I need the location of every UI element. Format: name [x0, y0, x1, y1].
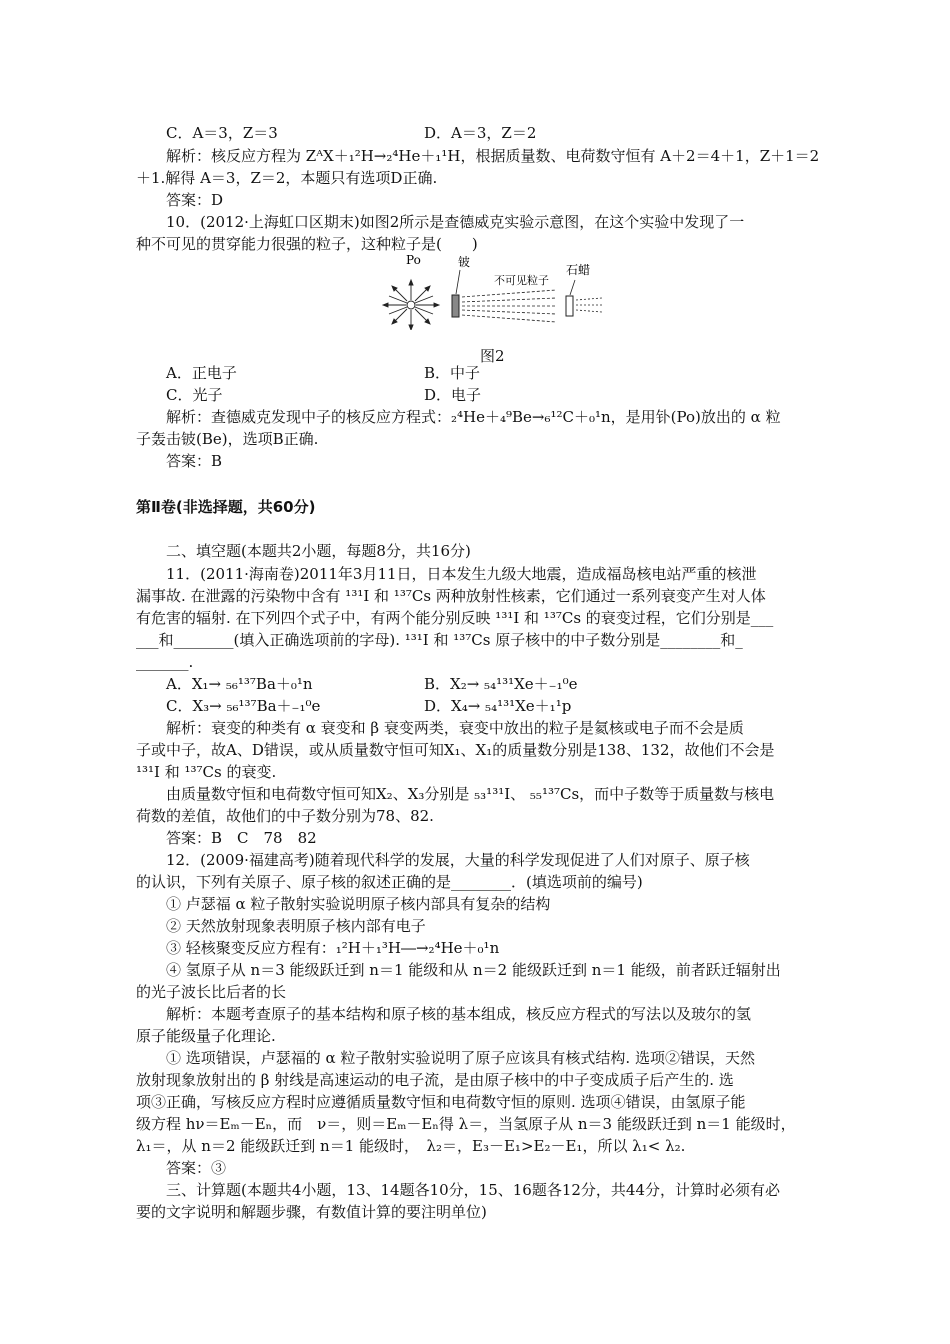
q11-option-a: A．X₁→ ₅₆¹³⁷Ba＋₀¹n — [166, 675, 313, 693]
section3-title-line-1: 三、计算题(本题共4小题，13、14题各10分，15、16题各12分，共44分，计算时必须有必 — [166, 1181, 781, 1199]
chadwick-experiment-figure — [376, 250, 606, 330]
q12-analysis-line-5: 项③正确，写核反应方程时应遵循质量数守恒和电荷数守恒的原则. 选项④错误，由氢原子能 — [136, 1093, 746, 1111]
q11-stem-line-2: 漏事故. 在泄露的污染物中含有 ¹³¹I 和 ¹³⁷Cs 两种放射性核素，它们通过一系列衰变产生对人体 — [136, 587, 766, 605]
q10-analysis-line-2: 子轰击铍(Be)，选项B正确. — [136, 430, 319, 448]
q12-analysis-line-6: 级方程 hν＝Eₘ－Eₙ，而 ν＝，则＝Eₘ－Eₙ得 λ＝，当氢原子从 n＝3 能级跃迁到 n＝1 能级时， — [136, 1115, 796, 1133]
q11-answer: 答案：B C 78 82 — [166, 829, 317, 847]
q10-option-a: A．正电子 — [166, 364, 237, 382]
q9-option-d: D．A＝3，Z＝2 — [424, 124, 537, 142]
q11-option-c: C．X₃→ ₅₆¹³⁷Ba＋₋₁⁰e — [166, 697, 321, 715]
paraffin-label: 石蜡 — [566, 263, 591, 277]
section3-title-line-2: 要的文字说明和解题步骤，有数值计算的要注明单位) — [136, 1203, 487, 1221]
q11-analysis-line-4: 由质量数守恒和电荷数守恒可知X₂、X₃分别是 ₅₃¹³¹I、 ₅₅¹³⁷Cs，而中子数等于质量数与核电 — [166, 785, 775, 803]
q10-stem-line-2: 种不可见的贯穿能力很强的粒子，这种粒子是( ) — [136, 235, 478, 253]
q12-analysis-line-7: λ₁＝，从 n＝2 能级跃迁到 n＝1 能级时， λ₂＝，E₃－E₁>E₂－E₁，所以 λ₁< λ₂. — [136, 1137, 686, 1155]
q9-analysis-line-1: 解析：核反应方程为 ZᴬX＋₁²H→₂⁴He＋₁¹H，根据质量数、电荷数守恒有 A＋2＝4＋1，Z＋1＝2 — [166, 147, 820, 165]
q12-analysis-line-2: 原子能级量子化理论. — [136, 1027, 276, 1045]
q10-stem-line-1: 10．(2012·上海虹口区期末)如图2所示是查德威克实验示意图，在这个实验中发现了一 — [166, 213, 745, 231]
q11-option-b: B．X₂→ ₅₄¹³¹Xe＋₋₁⁰e — [424, 675, 578, 693]
q12-stem-line-2: 的认识，下列有关原子、原子核的叙述正确的是________．(填选项前的编号) — [136, 873, 643, 891]
q10-answer: 答案：B — [166, 452, 223, 470]
po-label: Po — [406, 253, 421, 267]
part2-title: 第Ⅱ卷(非选择题，共60分) — [136, 498, 316, 516]
q10-analysis-line-1: 解析：查德威克发现中子的核反应方程式：₂⁴He＋₄⁹Be→₆¹²C＋₀¹n，是用钋(Po)放出的 α 粒 — [166, 408, 781, 426]
q10-option-b: B．中子 — [424, 364, 481, 382]
beryllium-label: 铍 — [458, 255, 471, 269]
section2-title: 二、填空题(本题共2小题，每题8分，共16分) — [166, 542, 471, 560]
figure-caption: 图2 — [480, 347, 505, 365]
q10-option-c: C．光子 — [166, 386, 223, 404]
q11-analysis-line-5: 荷数的差值，故他们的中子数分别为78、82. — [136, 807, 434, 825]
q12-item-3: ③ 轻核聚变反应方程有：₁²H＋₁³H―→₂⁴He＋₀¹n — [166, 939, 500, 957]
q12-item-4-line-1: ④ 氢原子从 n＝3 能级跃迁到 n＝1 能级和从 n＝2 能级跃迁到 n＝1 能级，前者跃迁辐射出 — [166, 961, 781, 979]
q11-stem-line-1: 11．(2011·海南卷)2011年3月11日，日本发生九级大地震，造成福岛核电站严重的核泄 — [166, 565, 757, 583]
q11-stem-line-5: _______. — [136, 653, 194, 671]
q12-analysis-line-1: 解析：本题考查原子的基本结构和原子核的基本组成，核反应方程式的写法以及玻尔的氢 — [166, 1005, 752, 1023]
q12-stem-line-1: 12．(2009·福建高考)随着现代科学的发展，大量的科学发现促进了人们对原子、原子核 — [166, 851, 750, 869]
po-source — [383, 280, 439, 330]
q11-stem-line-4: ___和________(填入正确选项前的字母). ¹³¹I 和 ¹³⁷Cs 原子核中的中子数分别是________和_ — [136, 631, 743, 649]
invisible-particle-beams — [462, 290, 556, 322]
q10-option-d: D．电子 — [424, 386, 482, 404]
q12-analysis-line-3: ① 选项错误，卢瑟福的 α 粒子散射实验说明了原子应该具有核式结构. 选项②错误，天然 — [166, 1049, 755, 1067]
q11-stem-line-3: 有危害的辐射. 在下列四个式子中，有两个能分别反映 ¹³¹I 和 ¹³⁷Cs 的衰变过程，它们分别是___ — [136, 609, 774, 627]
q12-analysis-line-4: 放射现象放射出的 β 射线是高速运动的电子流，是由原子核中的中子变成质子后产生的. 选 — [136, 1071, 734, 1089]
proton-beams — [576, 298, 602, 312]
q12-answer: 答案：③ — [166, 1159, 227, 1177]
q12-item-4-line-2: 的光子波长比后者的长 — [136, 983, 287, 1001]
q9-analysis-line-2: ＋1.解得 A＝3，Z＝2，本题只有选项D正确. — [136, 169, 438, 187]
q12-item-2: ② 天然放射现象表明原子核内部有电子 — [166, 917, 426, 935]
q12-item-1: ① 卢瑟福 α 粒子散射实验说明原子核内部具有复杂的结构 — [166, 895, 551, 913]
q9-option-c: C．A＝3，Z＝3 — [166, 124, 278, 142]
q11-option-d: D．X₄→ ₅₄¹³¹Xe＋₁¹p — [424, 697, 572, 715]
invisible-particle-label: 不可见粒子 — [494, 274, 549, 287]
q11-analysis-line-1: 解析：衰变的种类有 α 衰变和 β 衰变两类，衰变中放出的粒子是氦核或电子而不会是质 — [166, 719, 744, 737]
q11-analysis-line-3: ¹³¹I 和 ¹³⁷Cs 的衰变. — [136, 763, 277, 781]
q9-answer: 答案：D — [166, 191, 224, 209]
paraffin-block — [566, 296, 573, 316]
q11-analysis-line-2: 子或中子，故A、D错误，或从质量数守恒可知X₁、X₁的质量数分别是138、132，故他们不会是 — [136, 741, 775, 759]
beryllium-block — [452, 295, 459, 317]
